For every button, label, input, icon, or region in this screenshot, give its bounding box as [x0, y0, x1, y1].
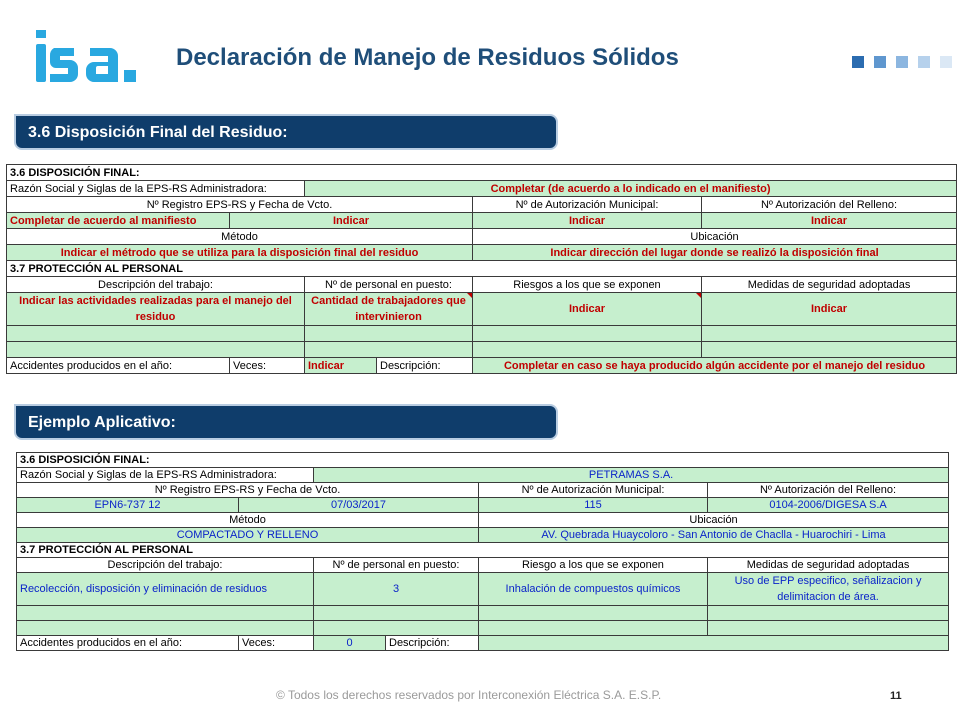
veces-label: Veces: — [239, 636, 314, 651]
metodo-value[interactable]: COMPACTADO Y RELLENO — [17, 528, 479, 543]
metodo-label: Método — [7, 229, 473, 245]
veces-value[interactable]: 0 — [314, 636, 386, 651]
veces-label: Veces: — [230, 358, 305, 374]
medidas-label: Medidas de seguridad adoptadas — [702, 277, 957, 293]
empty-cell[interactable] — [314, 621, 479, 636]
aut-rell-label: Nº Autorización del Relleno: — [702, 197, 957, 213]
personal-value[interactable]: Cantidad de trabajadores que intervinieron — [305, 293, 473, 326]
personal-value[interactable]: 3 — [314, 573, 479, 606]
empty-cell[interactable] — [708, 621, 949, 636]
razon-label: Razón Social y Siglas de la EPS-RS Administradora: — [17, 468, 314, 483]
empty-cell[interactable] — [17, 621, 314, 636]
aut-mun-value[interactable]: Indicar — [473, 213, 702, 229]
prot-title: 3.7 PROTECCIÓN AL PERSONAL — [17, 543, 949, 558]
template-sheet — [6, 164, 957, 374]
empty-cell[interactable] — [702, 326, 957, 342]
personal-label: Nº de personal en puesto: — [305, 277, 473, 293]
personal-label: Nº de personal en puesto: — [314, 558, 479, 573]
desc-value[interactable]: Recolección, disposición y eliminación de residuos — [17, 573, 314, 606]
isa-logo — [34, 28, 154, 86]
descripcion-value[interactable]: Completar en caso se haya producido algún accidente por el manejo del residuo — [473, 358, 957, 374]
medidas-value[interactable]: Indicar — [702, 293, 957, 326]
empty-cell[interactable] — [305, 326, 473, 342]
empty-cell[interactable] — [702, 342, 957, 358]
riesgos-value[interactable]: Inhalación de compuestos químicos — [479, 573, 708, 606]
empty-cell[interactable] — [479, 606, 708, 621]
section-bar-ejemplo: Ejemplo Aplicativo: — [14, 404, 558, 440]
page-title: Declaración de Manejo de Residuos Sólidos — [176, 44, 679, 71]
ubicacion-label: Ubicación — [473, 229, 957, 245]
desc-label: Descripción del trabajo: — [17, 558, 314, 573]
aut-mun-label: Nº de Autorización Municipal: — [479, 483, 708, 498]
descripcion-value[interactable] — [479, 636, 949, 651]
empty-cell[interactable] — [473, 342, 702, 358]
veces-value[interactable]: Indicar — [305, 358, 377, 374]
accidentes-label: Accidentes producidos en el año: — [7, 358, 230, 374]
registro-label: Nº Registro EPS-RS y Fecha de Vcto. — [17, 483, 479, 498]
empty-cell[interactable] — [473, 326, 702, 342]
razon-value[interactable]: PETRAMAS S.A. — [314, 468, 949, 483]
registro-value[interactable]: Completar de acuerdo al manifiesto — [7, 213, 230, 229]
riesgos-value[interactable]: Indicar — [473, 293, 702, 326]
ubicacion-value[interactable]: AV. Quebrada Huaycoloro - San Antonio de Chaclla - Huarochiri - Lima — [479, 528, 949, 543]
registro-label: Nº Registro EPS-RS y Fecha de Vcto. — [7, 197, 473, 213]
prot-title: 3.7 PROTECCIÓN AL PERSONAL — [7, 261, 957, 277]
empty-cell[interactable] — [479, 621, 708, 636]
empty-cell[interactable] — [7, 342, 305, 358]
ubicacion-value[interactable]: Indicar dirección del lugar donde se realizó la disposición final — [473, 245, 957, 261]
medidas-value[interactable]: Uso de EPP especifico, señalizacion y delimitacion de área. — [708, 573, 949, 606]
disp-title: 3.6 DISPOSICIÓN FINAL: — [17, 453, 949, 468]
empty-cell[interactable] — [305, 342, 473, 358]
razon-value[interactable]: Completar (de acuerdo a lo indicado en el manifiesto) — [305, 181, 957, 197]
empty-cell[interactable] — [7, 326, 305, 342]
aut-mun-label: Nº de Autorización Municipal: — [473, 197, 702, 213]
metodo-value[interactable]: Indicar el métrodo que se utiliza para la disposición final del residuo — [7, 245, 473, 261]
riesgos-label: Riesgo a los que se exponen — [479, 558, 708, 573]
razon-label: Razón Social y Siglas de la EPS-RS Administradora: — [7, 181, 305, 197]
example-sheet — [16, 452, 949, 651]
aut-mun-value[interactable]: 115 — [479, 498, 708, 513]
registro-value[interactable]: EPN6-737 12 — [17, 498, 239, 513]
decorative-squares — [852, 56, 952, 68]
fecha-value[interactable]: 07/03/2017 — [239, 498, 479, 513]
desc-label: Descripción del trabajo: — [7, 277, 305, 293]
empty-cell[interactable] — [708, 606, 949, 621]
page-number: 11 — [890, 690, 902, 702]
desc-value[interactable]: Indicar las actividades realizadas para el manejo del residuo — [7, 293, 305, 326]
accidentes-label: Accidentes producidos en el año: — [17, 636, 239, 651]
empty-cell[interactable] — [17, 606, 314, 621]
descripcion-label: Descripción: — [377, 358, 473, 374]
metodo-label: Método — [17, 513, 479, 528]
fecha-value[interactable]: Indicar — [230, 213, 473, 229]
medidas-label: Medidas de seguridad adoptadas — [708, 558, 949, 573]
section-bar-disposicion: 3.6 Disposición Final del Residuo: — [14, 114, 558, 150]
aut-rell-value[interactable]: Indicar — [702, 213, 957, 229]
empty-cell[interactable] — [314, 606, 479, 621]
riesgos-label: Riesgos a los que se exponen — [473, 277, 702, 293]
descripcion-label: Descripción: — [386, 636, 479, 651]
ubicacion-label: Ubicación — [479, 513, 949, 528]
aut-rell-label: Nº Autorización del Relleno: — [708, 483, 949, 498]
disp-title: 3.6 DISPOSICIÓN FINAL: — [7, 165, 957, 181]
footer-copyright: © Todos los derechos reservados por Interconexión Eléctrica S.A. E.S.P. — [276, 688, 662, 702]
aut-rell-value[interactable]: 0104-2006/DIGESA S.A — [708, 498, 949, 513]
